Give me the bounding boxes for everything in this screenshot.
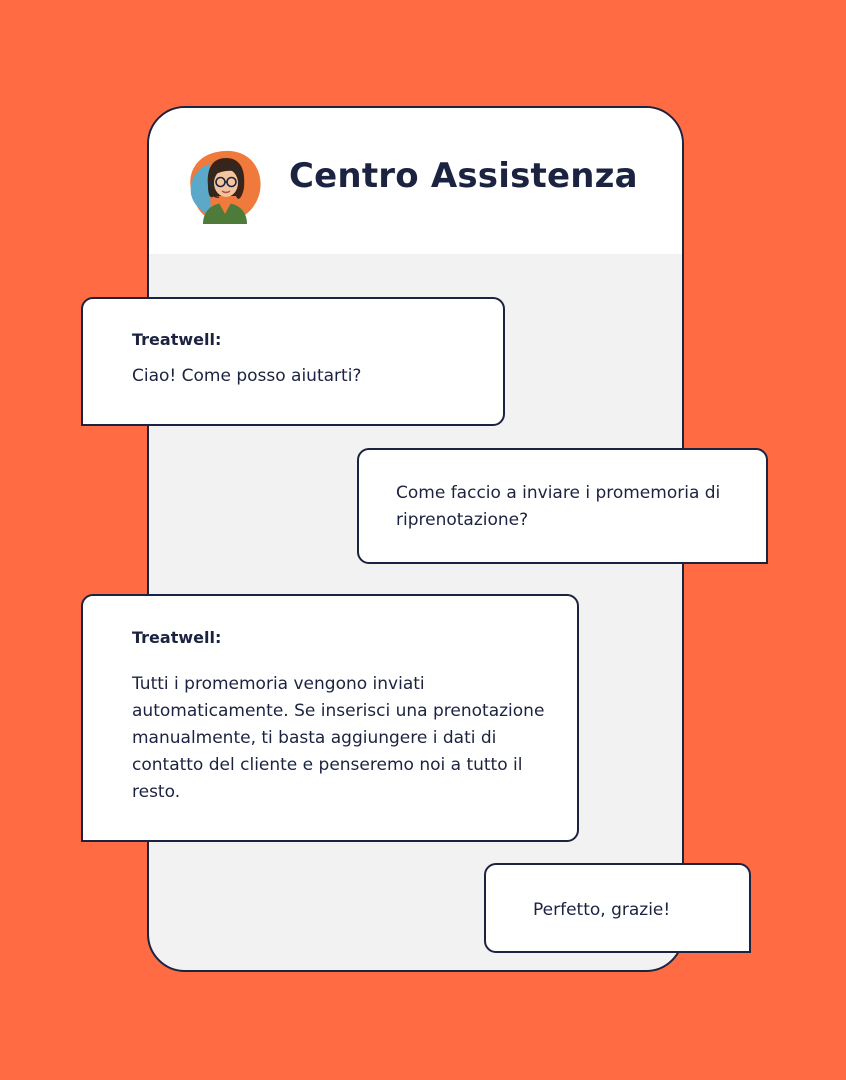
page-title: Centro Assistenza [289, 156, 638, 196]
bot-message-2 [81, 594, 579, 842]
support-agent-avatar-icon [185, 146, 265, 224]
chat-header [149, 108, 682, 254]
message-text: Perfetto, grazie! [533, 900, 671, 920]
message-sender: Treatwell: [132, 330, 222, 349]
user-message-2 [484, 863, 751, 953]
bot-message-1 [81, 297, 505, 426]
user-message-1 [357, 448, 768, 564]
message-text: Ciao! Come posso aiutarti? [132, 366, 362, 386]
message-text: Tutti i promemoria vengono inviati automaticamente. Se inserisci una prenotazione manualmente, ti basta aggiungere i dati di contatto del cliente e penseremo noi a tutto il resto. [132, 674, 545, 802]
message-text: Come faccio a inviare i promemoria di riprenotazione? [396, 483, 721, 530]
message-sender: Treatwell: [132, 628, 222, 647]
